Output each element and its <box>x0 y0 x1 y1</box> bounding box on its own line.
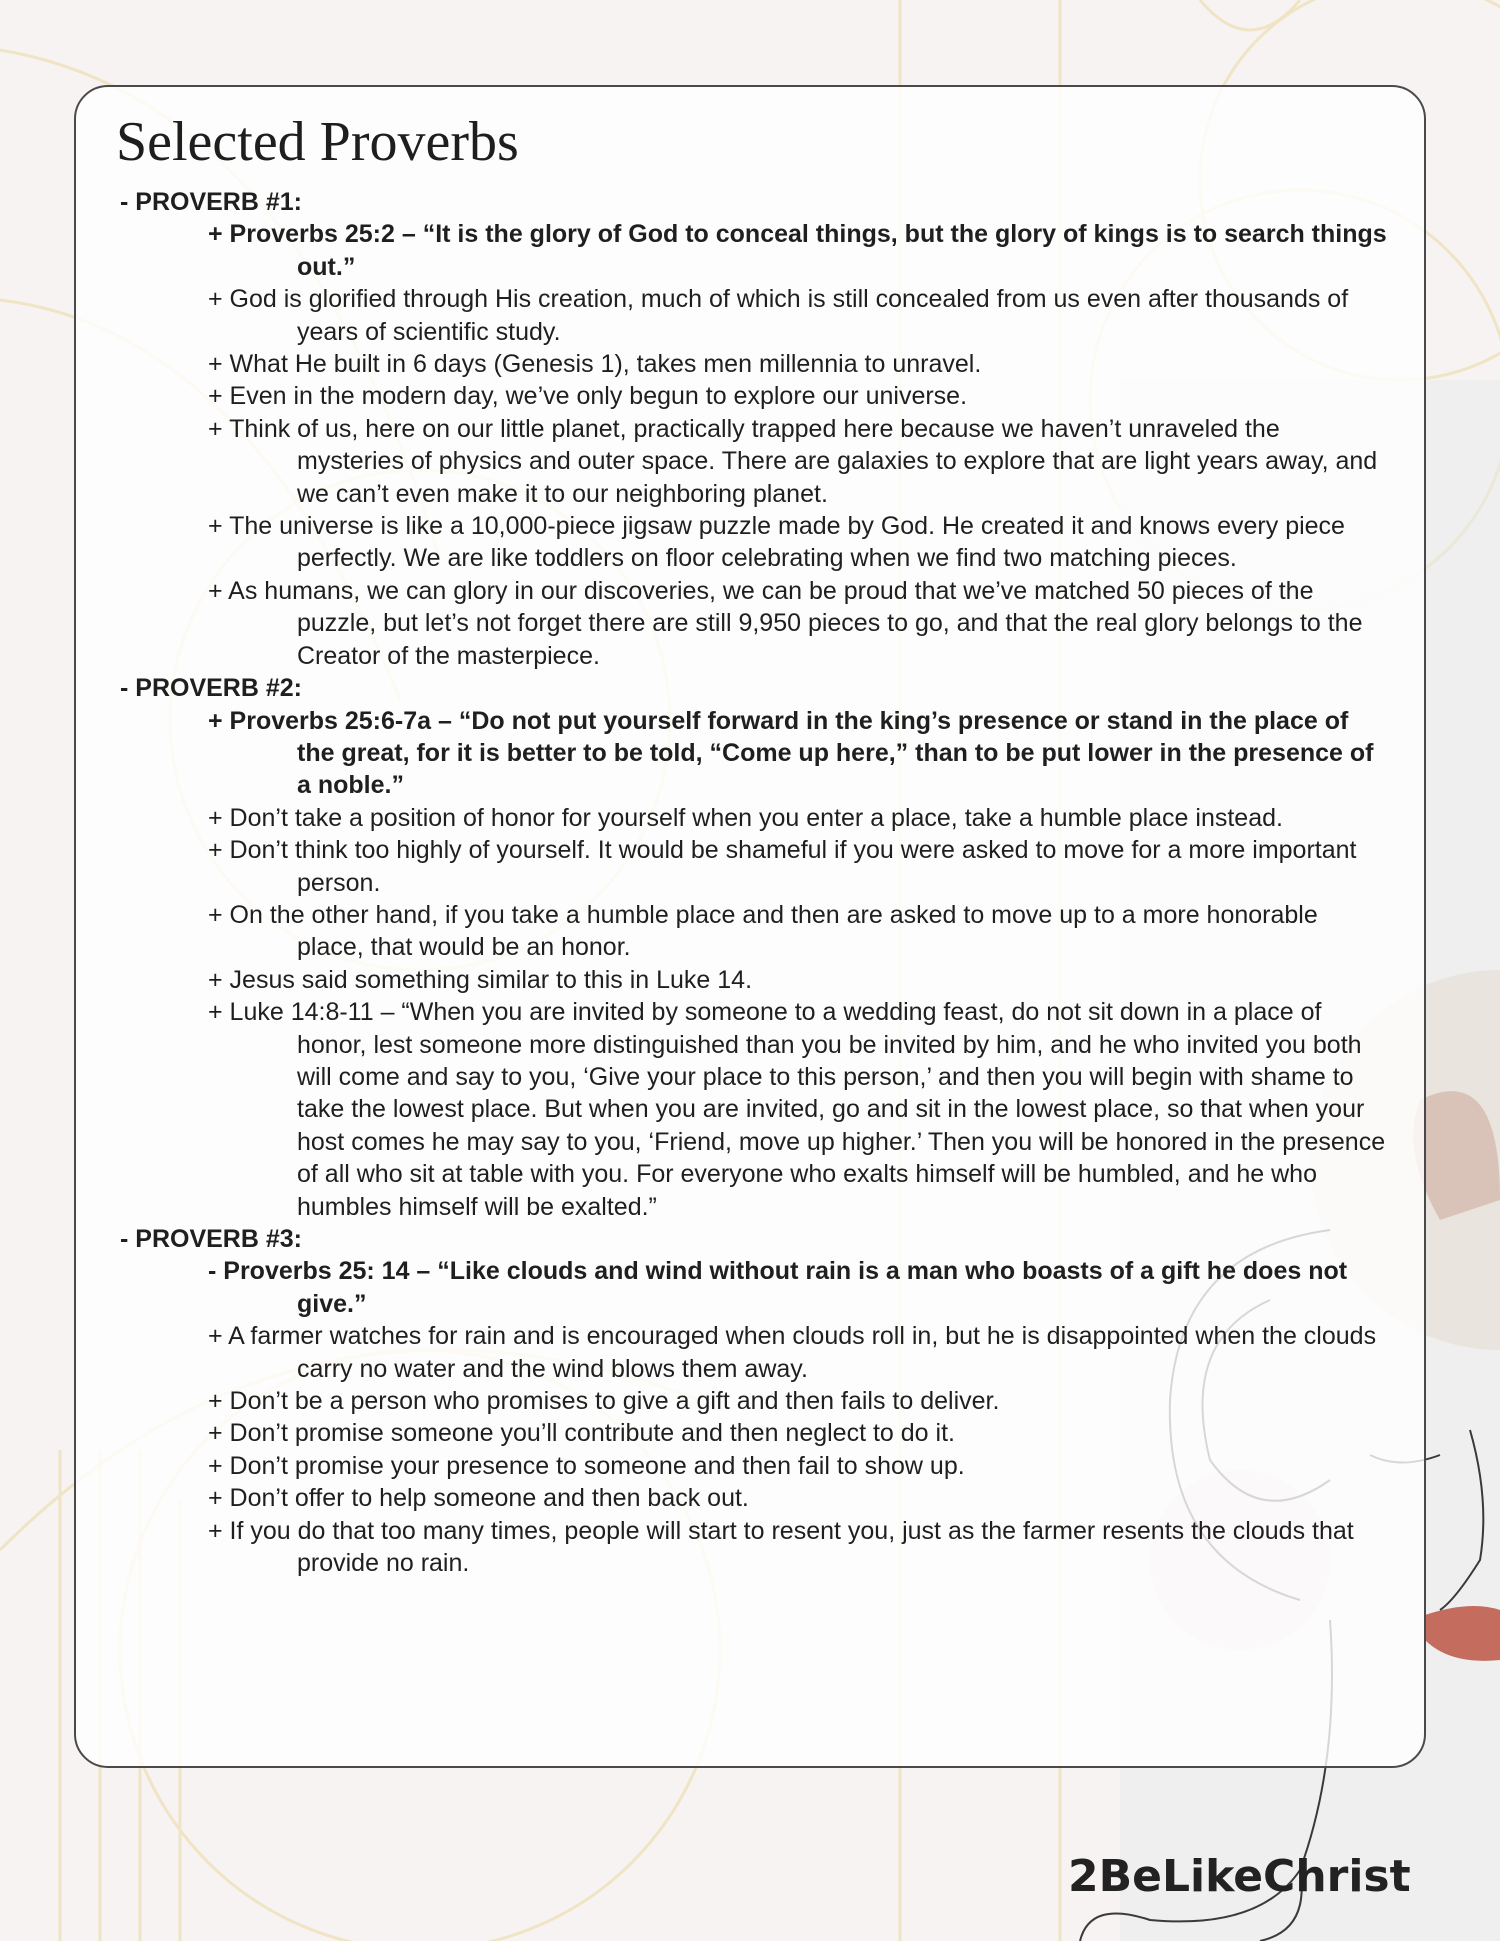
proverbs-content <box>120 186 1390 1579</box>
list-item: + Don’t think too highly of yourself. It would be shameful if you were asked to move for a more important person. <box>208 836 1357 897</box>
list-item: + Don’t promise someone you’ll contribute and then neglect to do it. <box>208 1419 955 1448</box>
list-item: + As humans, we can glory in our discoveries, we can be proud that we’ve matched 50 pieces of the puzzle, but let’s not forget there are still 9,950 pieces to go, and that the real glory belongs to the Creator of the masterpiece. <box>208 576 1363 670</box>
page-title: Selected Proverbs <box>116 111 519 173</box>
section-heading: - PROVERB #1: <box>120 188 302 216</box>
section-heading: - PROVERB #2: <box>120 674 302 703</box>
list-item: + Think of us, here on our little planet, practically trapped here because we haven’t unraveled the mysteries of physics and outer space. There are galaxies to explore that are light years away, and we can’t even make it to our neighboring planet. <box>208 414 1378 508</box>
list-item: + Don’t promise your presence to someone and then fail to show up. <box>208 1451 965 1480</box>
list-item: + A farmer watches for rain and is encouraged when clouds roll in, but he is disappointed when the clouds carry no water and the wind blows them away. <box>208 1322 1377 1383</box>
list-item: + Proverbs 25:2 – “It is the glory of God to conceal things, but the glory of kings is to search things out.” <box>208 220 1387 281</box>
list-item: + Luke 14:8-11 – “When you are invited by someone to a wedding feast, do not sit down in a place of honor, lest someone more distinguished than you be invited by him, and he who invited you both will come and say to you, ‘Give your place to this person,’ and then you will begin with shame to take the lowest place. But when you are invited, go and sit in the lowest place, so that when your host comes he may say to you, ‘Friend, move up higher.’ Then you will be honored in the presence of all who sit at table with you. For everyone who exalts himself will be humbled, and he who humbles himself will be exalted.” <box>208 998 1386 1221</box>
list-item: + Don’t take a position of honor for yourself when you enter a place, take a humble place instead. <box>208 803 1283 832</box>
list-item: + If you do that too many times, people will start to resent you, just as the farmer resents the clouds that provide no rain. <box>208 1516 1354 1578</box>
list-item: + God is glorified through His creation, much of which is still concealed from us even after thousands of years of scientific study. <box>208 285 1349 346</box>
list-item: + Don’t offer to help someone and then back out. <box>208 1484 749 1513</box>
list-item: + Jesus said something similar to this in Luke 14. <box>208 965 753 994</box>
section-heading: - PROVERB #3: <box>120 1225 302 1253</box>
list-item: - Proverbs 25: 14 – “Like clouds and wind without rain is a man who boasts of a gift he does not give.” <box>208 1257 1348 1318</box>
list-item: + Don’t be a person who promises to give a gift and then fails to deliver. <box>208 1387 1000 1416</box>
list-item: + The universe is like a 10,000-piece jigsaw puzzle made by God. He created it and knows every piece perfectly. We are like toddlers on floor celebrating when we find two matching pieces. <box>208 512 1345 573</box>
list-item: + Even in the modern day, we’ve only begun to explore our universe. <box>208 382 968 411</box>
list-item: + On the other hand, if you take a humble place and then are asked to move up to a more honorable place, that would be an honor. <box>208 900 1318 962</box>
list-item: + What He built in 6 days (Genesis 1), takes men millennia to unravel. <box>208 350 982 379</box>
brand-logo-text: 2BeLikeChrist <box>1068 1851 1411 1902</box>
list-item: + Proverbs 25:6-7a – “Do not put yourself forward in the king’s presence or stand in the place of the great, for it is better to be told, “Come up here,” than to be put lower in the presence of a noble.” <box>208 706 1374 800</box>
